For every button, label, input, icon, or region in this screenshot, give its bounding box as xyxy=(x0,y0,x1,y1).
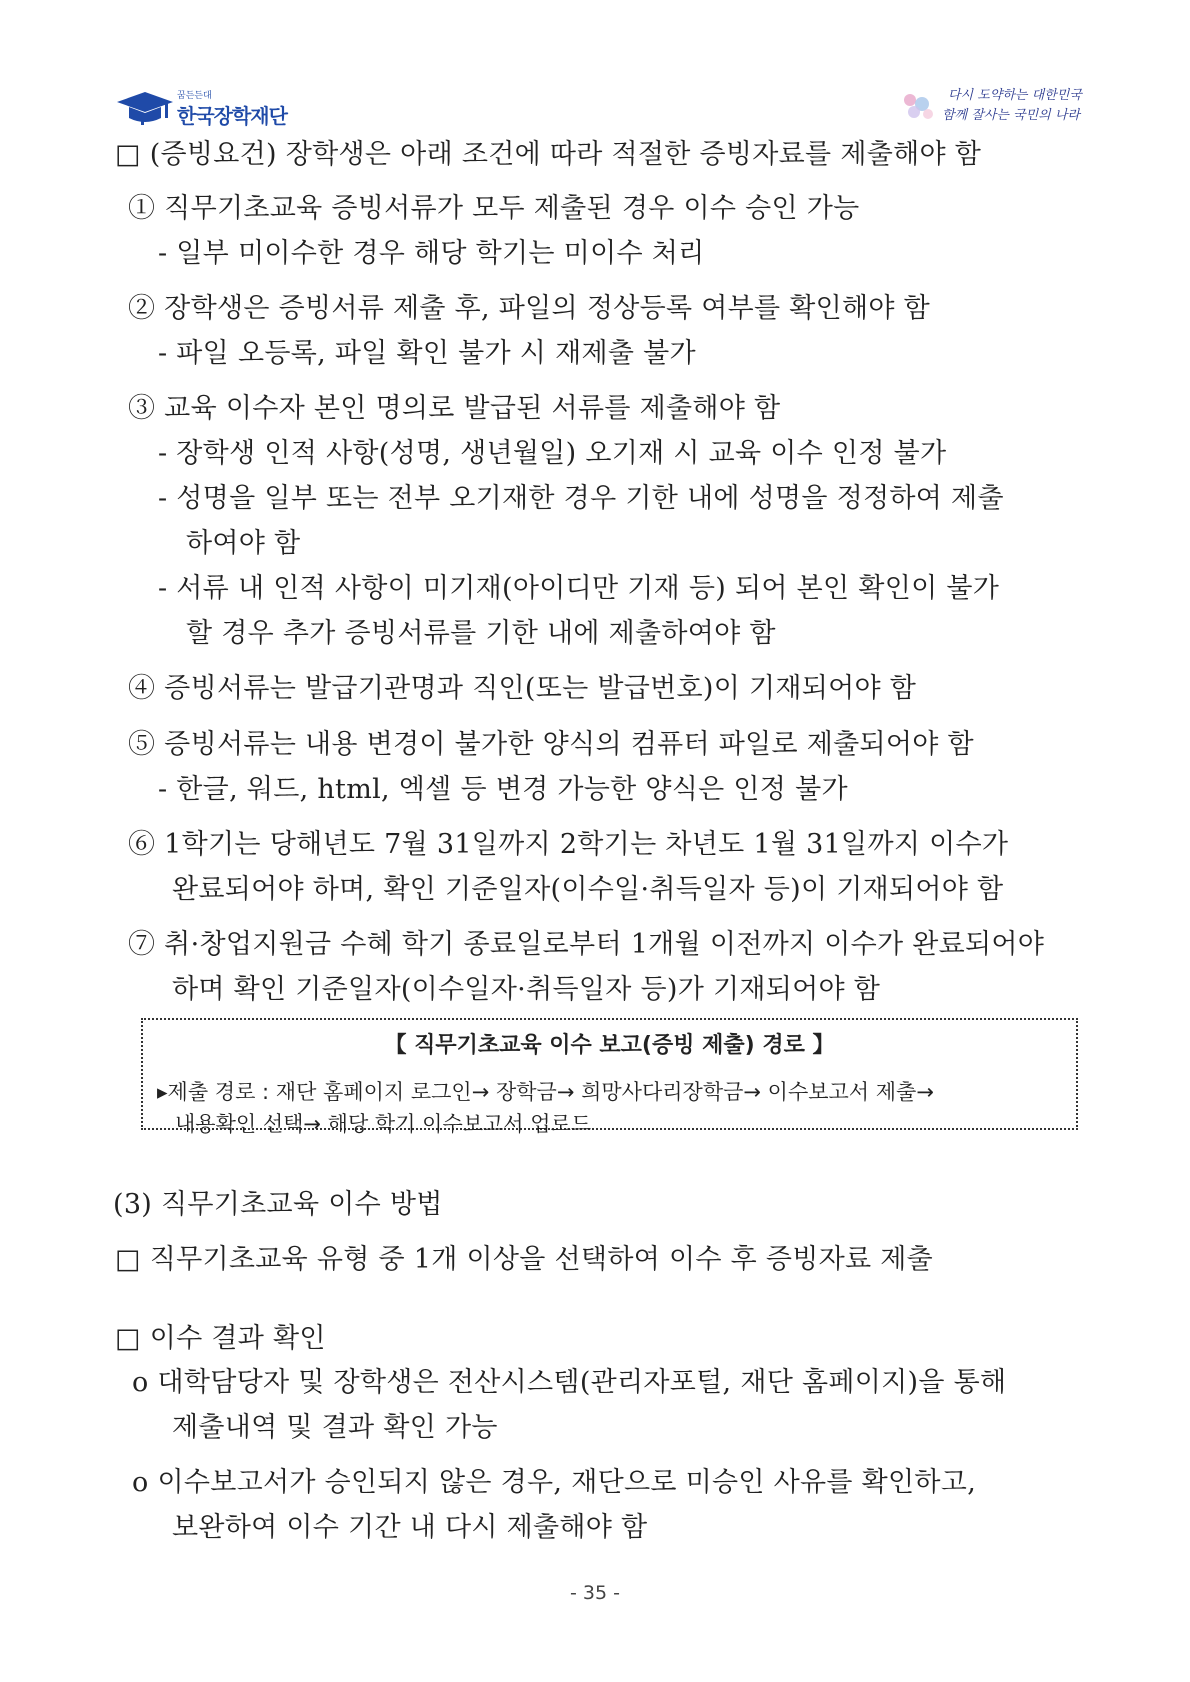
item-3-sub-2-cont: 하여야 함 xyxy=(186,528,301,559)
logo-name: 한국장학재단 xyxy=(177,104,287,128)
result-bullet-2-cont: 보완하여 이수 기간 내 다시 제출해야 함 xyxy=(172,1512,648,1543)
item-7-cont: 하며 확인 기준일자(이수일자·취득일자 등)가 기재되어야 함 xyxy=(172,974,881,1005)
item-7: ⑦ 취·창업지원금 수혜 학기 종료일로부터 1개월 이전까지 이수가 완료되어야 xyxy=(128,929,1045,960)
slogan-swirl-icon xyxy=(900,90,940,124)
item-1: ① 직무기초교육 증빙서류가 모두 제출된 경우 이수 승인 가능 xyxy=(128,193,860,224)
submission-path-title: 【 직무기초교육 이수 보고(증빙 제출) 경로 】 xyxy=(384,1033,835,1058)
item-6-cont: 완료되어야 하며, 확인 기준일자(이수일·취득일자 등)이 기재되어야 함 xyxy=(172,874,1004,905)
graduation-cap-icon xyxy=(115,88,175,128)
item-3-sub-2: - 성명을 일부 또는 전부 오기재한 경우 기한 내에 성명을 정정하여 제출 xyxy=(158,483,1004,514)
item-1-sub: - 일부 미이수한 경우 해당 학기는 미이수 처리 xyxy=(158,238,705,269)
slogan-logo xyxy=(900,82,1090,132)
result-bullet-1: o 대학담당자 및 장학생은 전산시스템(관리자포털, 재단 홈페이지)을 통해 xyxy=(132,1367,1007,1398)
section-3-heading: (3) 직무기초교육 이수 방법 xyxy=(113,1189,443,1220)
item-3: ③ 교육 이수자 본인 명의로 발급된 서류를 제출해야 함 xyxy=(128,393,781,424)
item-4: ④ 증빙서류는 발급기관명과 직인(또는 발급번호)이 기재되어야 함 xyxy=(128,673,917,704)
item-3-sub-3: - 서류 내 인적 사항이 미기재(아이디만 기재 등) 되어 본인 확인이 불가 xyxy=(158,573,1000,604)
item-2: ② 장학생은 증빙서류 제출 후, 파일의 정상등록 여부를 확인해야 함 xyxy=(128,293,931,324)
page-header xyxy=(0,0,1190,150)
page-number: - 35 - xyxy=(570,1582,620,1604)
submission-path-line-1: ▸제출 경로 : 재단 홈페이지 로그인→ 장학금→ 희망사다리장학금→ 이수보고서 제출→ xyxy=(157,1080,934,1104)
item-5-sub: - 한글, 워드, html, 엑셀 등 변경 가능한 양식은 인정 불가 xyxy=(158,774,848,805)
method-bullet: □ 직무기초교육 유형 중 1개 이상을 선택하여 이수 후 증빙자료 제출 xyxy=(115,1244,934,1275)
item-2-sub: - 파일 오등록, 파일 확인 불가 시 재제출 불가 xyxy=(158,338,696,369)
slogan-line-1: 다시 도약하는 대한민국 xyxy=(948,88,1082,103)
result-bullet-2: o 이수보고서가 승인되지 않은 경우, 재단으로 미승인 사유를 확인하고, xyxy=(132,1467,977,1498)
item-6: ⑥ 1학기는 당해년도 7월 31일까지 2학기는 차년도 1월 31일까지 이수가 xyxy=(128,829,1009,860)
slogan-line-2: 함께 잘사는 국민의 나라 xyxy=(942,108,1080,123)
result-bullet-1-cont: 제출내역 및 결과 확인 가능 xyxy=(172,1412,498,1443)
submission-path-line-2: 내용확인 선택→ 해당 학기 이수보고서 업로드 xyxy=(175,1112,592,1136)
kosaf-logo xyxy=(115,88,315,133)
result-heading: □ 이수 결과 확인 xyxy=(115,1323,326,1354)
item-3-sub-1: - 장학생 인적 사항(성명, 생년월일) 오기재 시 교육 이수 인정 불가 xyxy=(158,438,947,469)
logo-tagline: 꿈든든대 xyxy=(177,91,212,101)
requirement-heading: □ (증빙요건) 장학생은 아래 조건에 따라 적절한 증빙자료를 제출해야 함 xyxy=(115,139,982,170)
item-5: ⑤ 증빙서류는 내용 변경이 불가한 양식의 컴퓨터 파일로 제출되어야 함 xyxy=(128,729,974,760)
submission-path-box xyxy=(141,1018,1078,1136)
item-3-sub-3-cont: 할 경우 추가 증빙서류를 기한 내에 제출하여야 함 xyxy=(186,618,776,649)
